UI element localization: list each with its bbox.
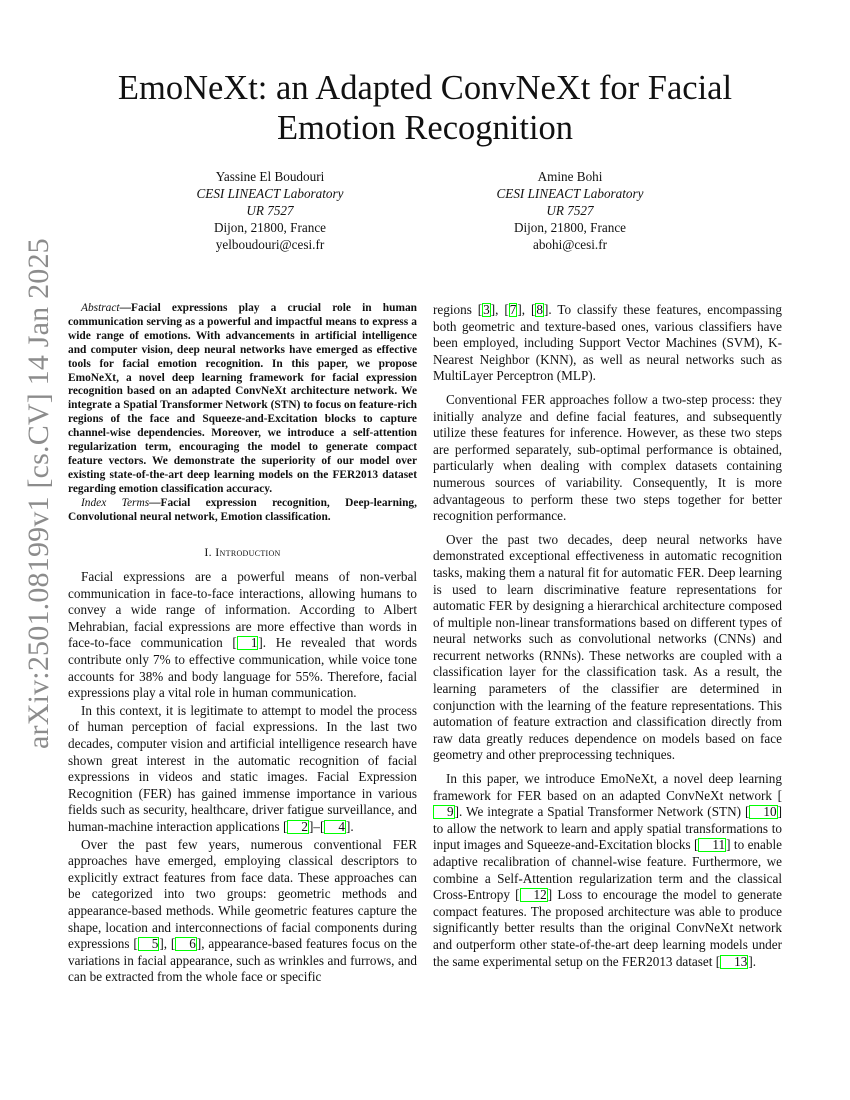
citation-link[interactable]: 7 [509, 302, 517, 317]
abstract-label: Abstract [81, 302, 120, 314]
index-terms-text: —Facial expression recognition, Deep-learning, Convolutional neural network, Emotion classification. [68, 496, 417, 523]
text: ], appearance-based features focus on the variations in facial appearance, such as wrinkles and furrows, and can be extracted from the whole face or specific [68, 936, 417, 985]
author-email[interactable]: yelboudouri@cesi.fr [215, 237, 325, 252]
text: ], [ [159, 936, 176, 952]
text: regions [ [433, 302, 483, 317]
text: ], [ [490, 302, 509, 317]
title-line-1: EmoNeXt: an Adapted ConvNeXt for Facial [117, 69, 733, 107]
text: ]. We integrate a Spatial Transformer Network (STN) [ [454, 804, 750, 820]
citation-link[interactable]: 8 [536, 302, 543, 317]
text: In this paper, we introduce EmoNeXt, a novel deep learning framework for FER based on an adapted ConvNeXt network [ [433, 771, 782, 803]
citation-link[interactable]: 12 [520, 888, 548, 902]
text: Over the past few years, numerous conventional FER approaches have emerged, employing classical descriptors to explicitly extract features from face data. These approaches can be categorized into two groups: geometric methods and appearance-based methods. While geometric features capture the shape, location and interconnections of facial components during expressions [ [68, 836, 417, 952]
index-terms-label: Index Terms [81, 496, 150, 509]
text: ]. He revealed that words contribute only 7% to effective communication, while voice tone accounts for 38% and body language for 55%. Therefore, facial expressions play a vital role in human communication. [68, 635, 418, 701]
citation-link[interactable]: 10 [749, 805, 777, 819]
text: Facial expressions are a powerful means of non-verbal communication in face-to-face interactions, allowing humans to convey a wide range of information. According to Albert Mehrabian, facial expressions are more effective than words in face-to-face communication [ [68, 569, 417, 651]
text: ], [ [517, 302, 536, 317]
intro-paragraph-1 [68, 569, 417, 702]
author-lab: CESI LINEACT Laboratory [196, 186, 344, 201]
author-block-2 [420, 168, 720, 253]
text: ]–[ [308, 819, 325, 834]
right-column [433, 302, 782, 971]
text: ]. [345, 819, 354, 834]
author-city: Dijon, 21800, France [513, 220, 627, 235]
intro-paragraph-3-continued [433, 302, 782, 385]
index-terms [68, 497, 417, 525]
intro-paragraph-2 [68, 703, 417, 836]
citation-link[interactable]: 6 [175, 937, 197, 951]
abstract [68, 302, 417, 497]
paper-title [0, 68, 850, 148]
author-name: Yassine El Boudouri [215, 169, 325, 184]
citation-link[interactable]: 11 [698, 838, 726, 852]
author-name: Amine Bohi [537, 169, 603, 184]
text: ] Loss to encourage the model to generate compact features. The proposed architecture was able to produce significantly better results than the original ConvNeXt network and outperform other state-of-the-art deep learning models under the same experimental setup on the FER2013 dataset [ [433, 887, 782, 969]
intro-paragraph-3 [68, 837, 417, 986]
abstract-text: —Facial expressions play a crucial role in human communication serving as a powerful and impactful means to express a wide range of emotions. With advancements in artificial intelligence and computer vision, deep neural networks have emerged as effective tools for facial emotion recognition. In this paper, we propose EmoNeXt, a novel deep learning framework for facial expression recognition based on an adapted ConvNeXt architecture network. We integrate a Spatial Transformer Network (STN) to focus on feature-rich regions of the face and Squeeze-and-Excitation blocks to capture channel-wise dependencies. Moreover, we introduce a self-attention regularization term, encouraging the model to generate compact feature vectors. We demonstrate the superiority of our model over existing state-of-the-art deep learning models on the FER2013 dataset regarding emotion classification accuracy. [68, 302, 417, 495]
text: ]. To classify these features, encompassing both geometric and texture-based ones, various classifiers have been employed, including Support Vector Machines (SVM), K-Nearest Neighbor (KNN), as well as neural networks such as MultiLayer Perceptron (MLP). [433, 302, 782, 384]
section-title: Introduction [215, 544, 281, 559]
title-line-2: Emotion Recognition [276, 109, 574, 147]
text: In this context, it is legitimate to attempt to model the process of human perception of facial expressions. In the last two decades, computer vision and artificial intelligence research have shown great interest in the automatic recognition of facial expressions in videos and static images. Facial Expression Recognition (FER) has gained immense importance in various fields such as security, healthcare, driver fatigue surveillance, and human-machine interaction applications [ [68, 702, 417, 834]
citation-link[interactable]: 3 [483, 302, 490, 317]
intro-paragraph-6 [433, 771, 782, 970]
arxiv-identifier-stamp: arXiv:2501.08199v1 [cs.CV] 14 Jan 2025 [22, 238, 55, 749]
section-heading-introduction [68, 544, 417, 561]
citation-link[interactable]: 2 [287, 820, 309, 834]
citation-link[interactable]: 4 [324, 820, 346, 834]
author-unit: UR 7527 [546, 203, 594, 218]
citation-link[interactable]: 13 [720, 955, 748, 969]
citation-link[interactable]: 5 [138, 937, 160, 951]
citation-link[interactable]: 1 [237, 636, 259, 650]
author-unit: UR 7527 [246, 203, 294, 218]
author-email[interactable]: abohi@cesi.fr [532, 237, 608, 252]
section-number: I. [204, 544, 216, 559]
text: ] to enable adaptive recalibration of channel-wise feature. Furthermore, we combine a Self-Attention regularization term and the classical Cross-Entropy [ [433, 837, 782, 903]
citation-link[interactable]: 9 [433, 805, 455, 819]
intro-paragraph-5: Over the past two decades, deep neural networks have demonstrated exceptional effectiveness in automatic recognition tasks, making them a natural fit for automatic FER. Deep learning is used to learn discriminative feature representations for automatic FER by designing a hierarchical architecture composed of multiple non-linear transformations based on different types of neural networks such as convolutional networks (CNNs) and recurrent networks (RNNs). These networks are coupled with a classification layer for the classification task. As a result, the learning parameters of the classifier are determined in conjunction with the learning of the feature representations. This automation of feature extraction and classification directly from raw data greatly reduces dependence on models based on face geometry and other preprocessing techniques. [433, 531, 782, 763]
intro-paragraph-4: Conventional FER approaches follow a two-step process: they initially analyze and define facial features, and subsequently utilize these features for inference. However, as these two steps are performed separately, sub-optimal performance is obtained, particularly when dealing with complex datasets containing numerous sources of variability. Consequently, It is more advantageous to perform these two steps together for better recognition performance. [433, 391, 782, 524]
text: ] to allow the network to learn and apply spatial transformations to input images and Squeeze-and-Excitation blocks [ [433, 804, 782, 853]
author-lab: CESI LINEACT Laboratory [496, 186, 644, 201]
author-block-1 [120, 168, 420, 253]
text: ]. [748, 953, 757, 969]
left-column [68, 302, 417, 987]
author-city: Dijon, 21800, France [213, 220, 327, 235]
